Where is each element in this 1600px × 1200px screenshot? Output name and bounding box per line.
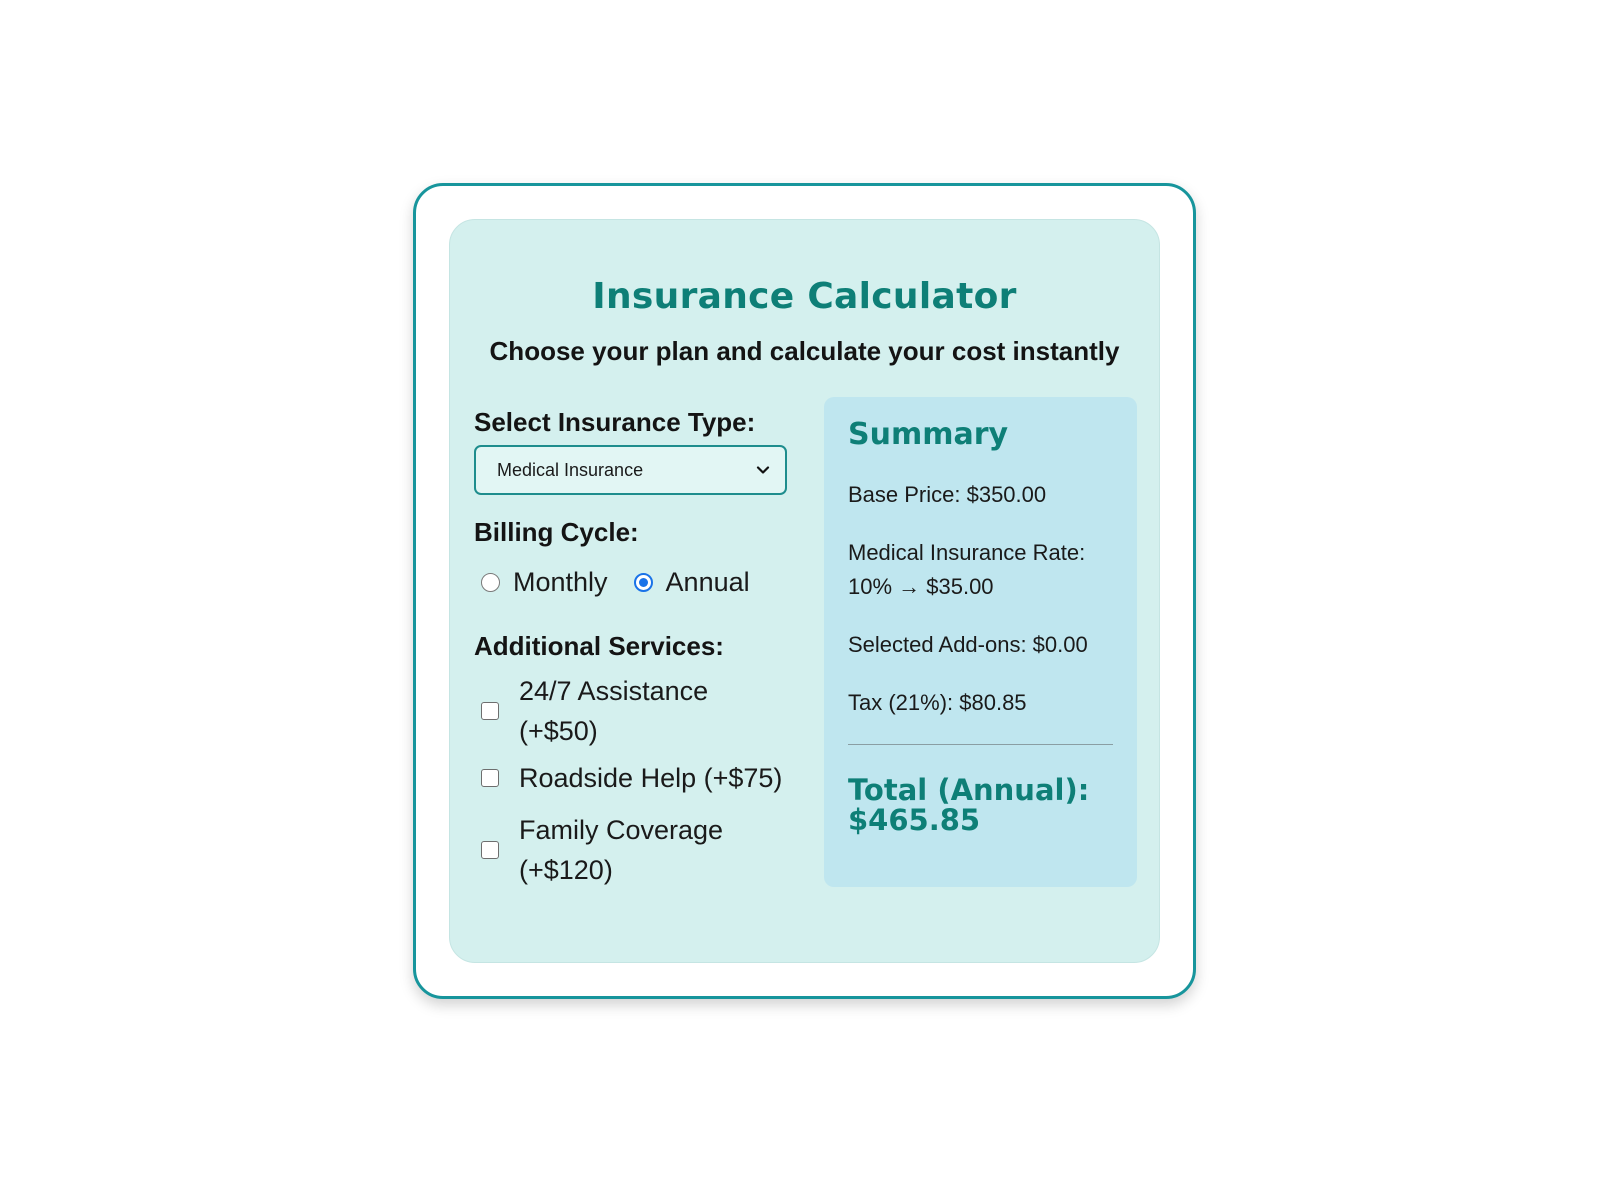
billing-option-annual[interactable] [634, 567, 750, 598]
rate-breakdown [848, 536, 1113, 604]
insurance-type-select[interactable] [474, 445, 787, 495]
calculator-frame [413, 183, 1196, 999]
insurance-type-value: Medical Insurance [497, 459, 644, 480]
tax-amount: Tax (21%): $80.85 [848, 690, 1027, 715]
total-value: $465.85 [848, 803, 981, 837]
page-subtitle: Choose your plan and calculate your cost instantly [489, 336, 1120, 366]
summary-title: Summary [848, 417, 1009, 452]
rate-value: 10% → $35.00 [848, 574, 994, 599]
summary-panel [824, 397, 1137, 887]
assistance-checkbox[interactable] [481, 702, 499, 720]
additional-services-label: Additional Services: [474, 631, 724, 661]
billing-cycle-group [481, 567, 750, 598]
assistance-label: 24/7 Assistance (+$50) [519, 676, 709, 746]
service-assistance[interactable] [481, 671, 789, 751]
annual-radio[interactable] [634, 573, 653, 592]
billing-cycle-label: Billing Cycle: [474, 517, 639, 547]
grand-total [848, 775, 1113, 835]
insurance-type-label: Select Insurance Type: [474, 407, 756, 437]
total-label: Total (Annual): [848, 773, 1090, 807]
billing-option-monthly[interactable] [481, 567, 608, 598]
family-checkbox[interactable] [481, 841, 499, 859]
service-family[interactable] [481, 810, 789, 890]
annual-label: Annual [665, 567, 750, 597]
calculator-panel [449, 219, 1160, 963]
summary-divider [848, 744, 1113, 745]
base-price: Base Price: $350.00 [848, 482, 1047, 507]
addons-total: Selected Add-ons: $0.00 [848, 632, 1088, 657]
page-title: Insurance Calculator [592, 276, 1017, 317]
roadside-checkbox[interactable] [481, 769, 499, 787]
monthly-label: Monthly [513, 567, 608, 597]
monthly-radio[interactable] [481, 573, 500, 592]
rate-label: Medical Insurance Rate: [848, 540, 1086, 565]
service-roadside[interactable] [481, 758, 819, 798]
family-label: Family Coverage (+$120) [519, 815, 724, 885]
chevron-down-icon [755, 462, 771, 478]
roadside-label: Roadside Help (+$75) [519, 763, 783, 793]
